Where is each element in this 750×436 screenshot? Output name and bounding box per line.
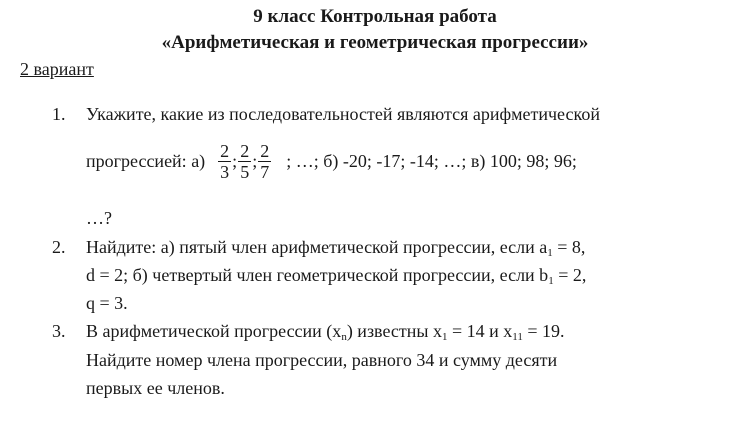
task-3-line-1 (86, 321, 565, 343)
subscript: 1 (441, 331, 448, 343)
text: Найдите: а) пятый член арифметической прогрессии, если a (86, 237, 548, 257)
subscript: 11 (512, 331, 523, 343)
text: ) известны x (346, 321, 442, 341)
task-2-line-2 (86, 265, 586, 287)
task-1-tail: …? (86, 208, 112, 228)
subscript: n (341, 331, 347, 343)
page-subtitle: «Арифметическая и геометрическая прогрессии» (161, 32, 589, 53)
task-2-number: 2. (52, 237, 66, 257)
fraction-separator: ; (252, 151, 258, 171)
task-1-line-1: Укажите, какие из последовательностей являются арифметической (86, 104, 600, 124)
task-1-number: 1. (52, 104, 66, 124)
task-3-line-3: первых ее членов. (86, 378, 225, 398)
task-2-line-3: q = 3. (86, 293, 128, 313)
task-3-line-2: Найдите номер члена прогрессии, равного 34 и сумму десяти (86, 350, 558, 370)
subscript: 1 (548, 275, 554, 287)
fraction-numerator: 2 (260, 141, 270, 161)
text: d = 2; б) четвертый член геометрической прогрессии, если b (86, 265, 549, 285)
task-1-line-2 (86, 142, 577, 181)
task-1-lead: прогрессией: а) (86, 151, 206, 171)
variant-label: 2 вариант (20, 59, 94, 79)
task-1-sequences: ; …; б) -20; -17; -14; …; в) 100; 98; 96; (286, 151, 577, 171)
text: = 8, (552, 237, 586, 257)
task-3-number: 3. (52, 321, 66, 341)
fraction-denominator: 3 (220, 162, 230, 182)
fraction-2-3 (218, 142, 231, 181)
text: = 19. (522, 321, 565, 341)
fraction-2-5 (238, 142, 251, 181)
text: = 14 и x (447, 321, 513, 341)
task-2-line-1 (86, 237, 585, 259)
fraction-denominator: 5 (240, 162, 250, 182)
fraction-2-7 (258, 142, 271, 181)
fraction-separator: ; (232, 151, 238, 171)
fraction-numerator: 2 (220, 141, 230, 161)
text: = 2, (553, 265, 587, 285)
text: В арифметической прогрессии (x (86, 321, 342, 341)
fraction-denominator: 7 (260, 162, 270, 182)
fraction-numerator: 2 (240, 141, 250, 161)
page-title: 9 класс Контрольная работа (253, 6, 497, 27)
subscript: 1 (547, 247, 553, 259)
